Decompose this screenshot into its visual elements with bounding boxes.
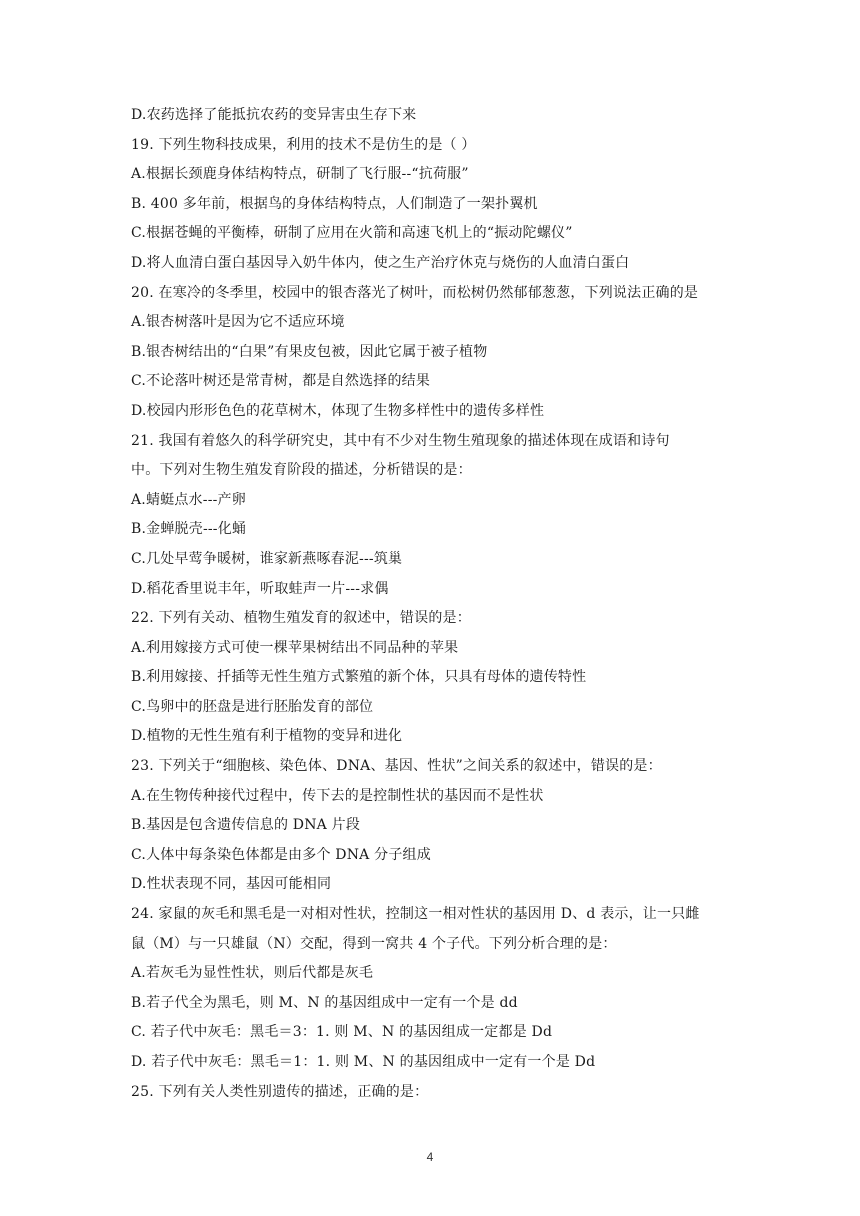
text-line: B.金蝉脱壳---化蛹 bbox=[131, 521, 247, 538]
text-line: C.鸟卵中的胚盘是进行胚胎发育的部位 bbox=[131, 698, 374, 715]
text-body bbox=[131, 101, 741, 1107]
text-line: C.根据苍蝇的平衡棒，研制了应用在火箭和高速飞机上的“振动陀螺仪” bbox=[131, 225, 573, 242]
text-line: D.稻花香里说丰年，听取蛙声一片---求偶 bbox=[131, 580, 389, 597]
question-25: 25. 下列有关人类性别遗传的描述，正确的是： bbox=[131, 1083, 429, 1100]
text-line: B.若子代全为黑毛，则 M、N 的基因组成中一定有一个是 dd bbox=[131, 994, 518, 1011]
question-24: 24. 家鼠的灰毛和黑毛是一对相对性状，控制这一相对性状的基因用 D、d 表示，让一只雌 bbox=[131, 906, 700, 923]
text-line: C. 若子代中灰毛：黑毛＝3：1. 则 M、N 的基因组成一定都是 Dd bbox=[131, 1024, 553, 1041]
question-19: 19. 下列生物科技成果，利用的技术不是仿生的是（ ） bbox=[131, 136, 476, 153]
text-line: C.几处早莺争暖树，谁家新燕啄春泥---筑巢 bbox=[131, 550, 403, 567]
question-21: 21. 我国有着悠久的科学研究史，其中有不少对生物生殖现象的描述体现在成语和诗句 bbox=[131, 432, 670, 449]
text-line: D.性状表现不同，基因可能相同 bbox=[131, 876, 332, 893]
text-line: D.校园内形形色色的花草树木，体现了生物多样性中的遗传多样性 bbox=[131, 402, 545, 419]
text-line: B.基因是包含遗传信息的 DNA 片段 bbox=[131, 817, 361, 834]
question-22: 22. 下列有关动、植物生殖发育的叙述中，错误的是： bbox=[131, 610, 471, 627]
text-line: A.在生物传种接代过程中，传下去的是控制性状的基因而不是性状 bbox=[131, 787, 544, 804]
text-line: D.农药选择了能抵抗农药的变异害虫生存下来 bbox=[131, 107, 417, 123]
text-line: B.利用嫁接、扦插等无性生殖方式繁殖的新个体，只具有母体的遗传特性 bbox=[131, 669, 587, 686]
text-line: A.若灰毛为显性性状，则后代都是灰毛 bbox=[131, 965, 374, 982]
text-line: A.蜻蜓点水---产卵 bbox=[131, 491, 246, 508]
question-23: 23. 下列关于“细胞核、染色体、DNA、基因、性状”之间关系的叙述中，错误的是： bbox=[131, 758, 662, 775]
text-line: B. 400 多年前，根据鸟的身体结构特点，人们制造了一架扑翼机 bbox=[131, 195, 538, 212]
text-line: D. 若子代中灰毛：黑毛＝1：1. 则 M、N 的基因组成中一定有一个是 Dd bbox=[131, 1054, 596, 1070]
text-line: C.不论落叶树还是常青树，都是自然选择的结果 bbox=[131, 373, 431, 390]
text-line: A.银杏树落叶是因为它不适应环境 bbox=[131, 314, 345, 331]
text-line: D.植物的无性生殖有利于植物的变异和进化 bbox=[131, 728, 403, 745]
text-line: 中。下列对生物生殖发育阶段的描述，分析错误的是： bbox=[131, 462, 472, 479]
text-line: A.利用嫁接方式可使一棵苹果树结出不同品种的苹果 bbox=[131, 639, 459, 656]
text-line: B.银杏树结出的“白果”有果皮包被，因此它属于被子植物 bbox=[131, 343, 488, 360]
text-line: A.根据长颈鹿身体结构特点，研制了飞行服--“抗荷服” bbox=[131, 166, 469, 183]
question-20: 20. 在寒冷的冬季里，校园中的银杏落光了树叶，而松树仍然郁郁葱葱，下列说法正确的是 bbox=[131, 284, 699, 301]
text-line: C.人体中每条染色体都是由多个 DNA 分子组成 bbox=[131, 846, 431, 863]
page-number: 4 bbox=[426, 1150, 434, 1164]
text-line: D.将人血清白蛋白基因导入奶牛体内，使之生产治疗休克与烧伤的人血清白蛋白 bbox=[131, 254, 630, 271]
text-line: 鼠（M）与一只雄鼠（N）交配，得到一窝共 4 个子代。下列分析合理的是： bbox=[131, 935, 617, 952]
